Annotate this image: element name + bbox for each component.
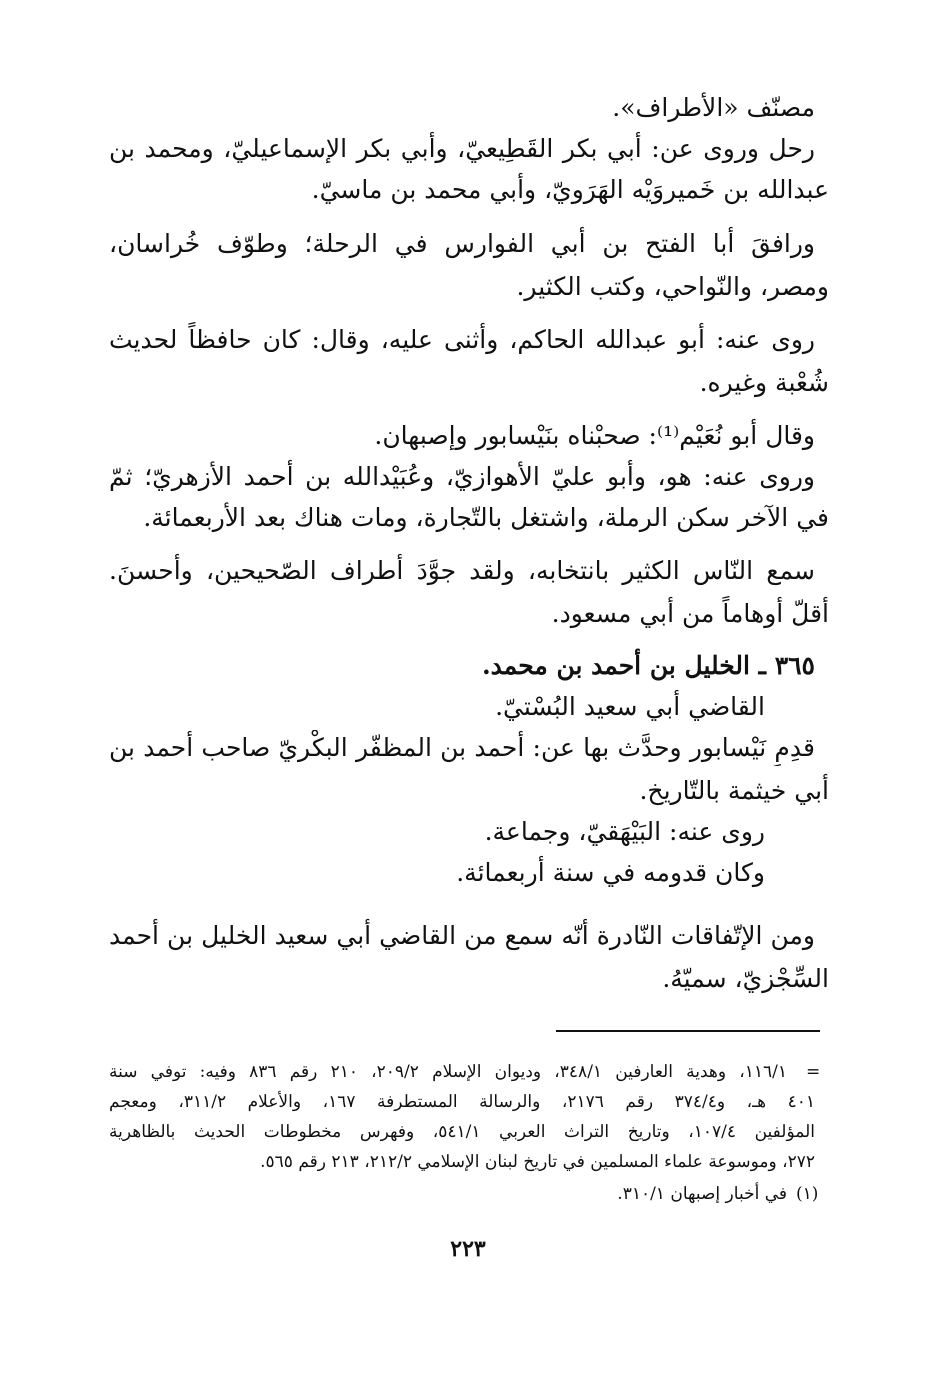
- footnote-line: ٢٧٢، وموسوعة علماء المسلمين في تاريخ لبنان الإسلامي ٢١٢/٢، ٢١٣ رقم ٥٦٥.: [260, 1152, 815, 1172]
- text-line: ورافقَ أبا الفتح بن أبي الفوارس في الرحلة؛ وطوّف خُراسان،: [109, 229, 815, 258]
- footnote-continuation-marker: =: [806, 1062, 821, 1082]
- text-line: روى عنه: البَيْهَقيّ، وجماعة.: [484, 817, 765, 846]
- text-line: سمع النّاس الكثير بانتخابه، ولقد جوَّدَ أطراف الصّحيحين، وأحسنَ.: [109, 556, 815, 585]
- footnote-line: ٤٠١ هـ، و٣٧٤/٤ رقم ٢١٧٦، والرسالة المستطرفة ١٦٧، والأعلام ٣١١/٢، ومعجم: [109, 1092, 815, 1112]
- footnote-line: ١١٦/١، وهدية العارفين ٣٤٨/١، وديوان الإسلام ٢٠٩/٢، ٢١٠ رقم ٨٣٦ وفيه: توفي سنة: [109, 1062, 787, 1082]
- text-line: أقلّ أوهاماً من أبي مسعود.: [551, 599, 829, 628]
- page-number: ٢٢٣: [450, 1236, 486, 1262]
- text-line: ومصر، والنّواحي، وكتب الكثير.: [516, 272, 829, 301]
- entry-heading: ٣٦٥ ـ الخليل بن أحمد بن محمد.: [481, 651, 815, 680]
- footnote-line: المؤلفين ١٠٧/٤، وتاريخ التراث العربي ٥٤١/١، وفهرس مخطوطات الحديث بالظاهرية: [109, 1122, 815, 1142]
- text-line: وروى عنه: هو، وأبو عليّ الأهوازيّ، وعُبَيْدالله بن أحمد الأزهريّ؛ ثمّ: [109, 462, 815, 491]
- text-line: رحل وروى عن: أبي بكر القَطِيعيّ، وأبي بكر الإسماعيليّ، ومحمد بن: [109, 134, 815, 163]
- text-line: عبدالله بن خَميروَيْه الهَرَويّ، وأبي محمد بن ماسيّ.: [311, 175, 829, 204]
- text-line: السِّجْزيّ، سميّهُ.: [662, 964, 829, 993]
- text-line: شُعْبة وغيره.: [699, 368, 829, 397]
- text-line: أبي خيثمة بالتّاريخ.: [639, 776, 829, 805]
- text-line: روى عنه: أبو عبدالله الحاكم، وأثنى عليه، وقال: كان حافظاً لحديث: [109, 325, 815, 354]
- text-line: في الآخر سكن الرملة، واشتغل بالتّجارة، ومات هناك بعد الأربعمائة.: [143, 503, 829, 532]
- footnote-text: في أخبار إصبهان ٣١٠/١.: [617, 1184, 787, 1204]
- text-line: قدِمِ نَيْسابور وحدَّث بها عن: أحمد بن المظفّر البكْريّ صاحب أحمد بن: [109, 733, 815, 762]
- text-line: ومن الإتّفاقات النّادرة أنّه سمع من القاضي أبي سعيد الخليل بن أحمد: [109, 921, 815, 950]
- text-line: مصنّف «الأطراف».: [612, 93, 815, 122]
- footnote-number: (١): [796, 1184, 819, 1204]
- footnote-separator: [556, 1030, 820, 1032]
- text-line: القاضي أبي سعيد البُسْتيّ.: [495, 692, 765, 721]
- text-line: وقال أبو نُعَيْم⁽¹⁾: صحبْناه بنَيْسابور وإصبهان.: [374, 421, 815, 450]
- text-line: وكان قدومه في سنة أربعمائة.: [456, 858, 765, 887]
